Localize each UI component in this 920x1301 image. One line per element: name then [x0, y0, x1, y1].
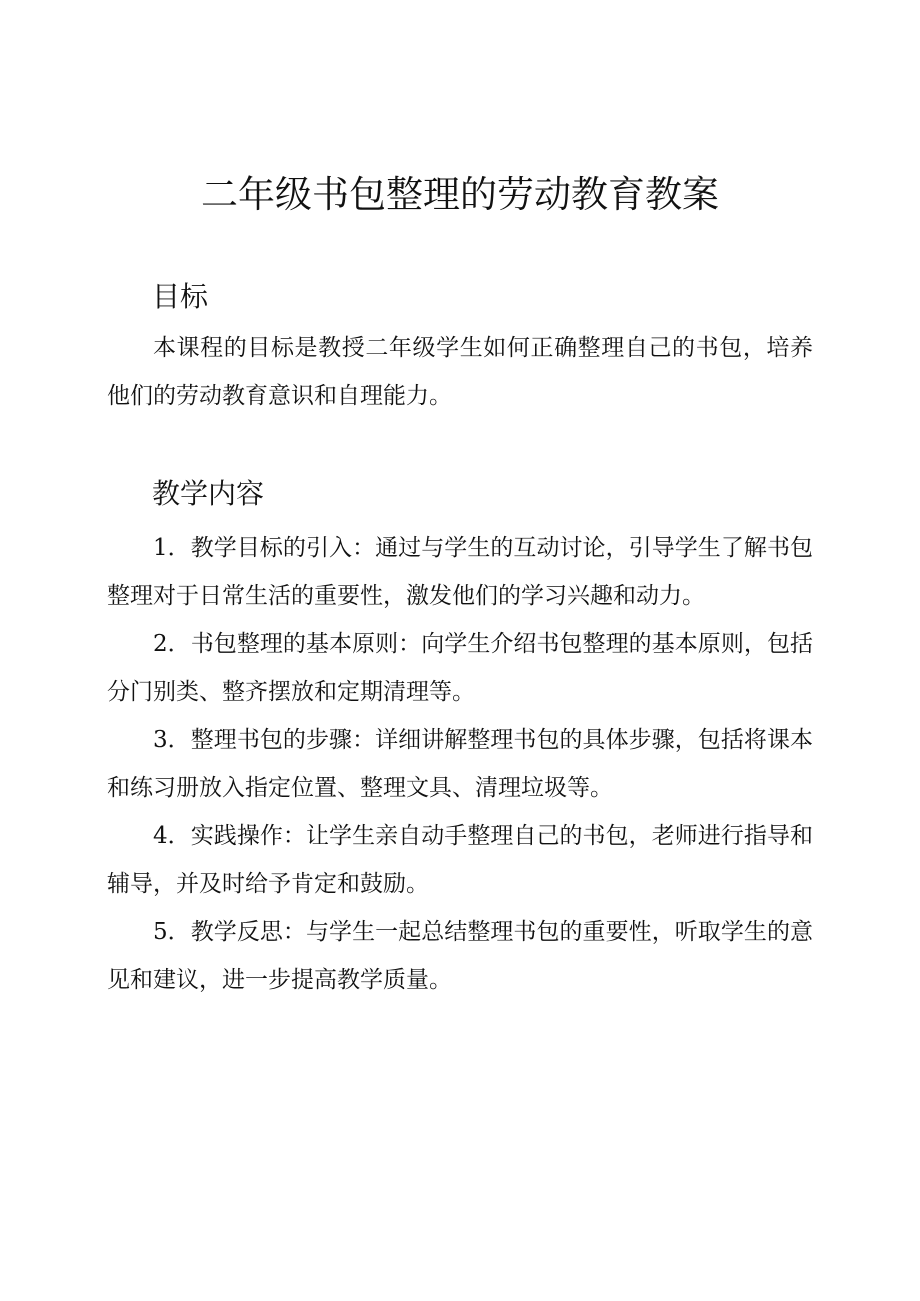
teaching-item: 2．书包整理的基本原则：向学生介绍书包整理的基本原则，包括分门别类、整齐摆放和定期清理等。	[107, 631, 813, 705]
teaching-item: 1．教学目标的引入：通过与学生的互动讨论，引导学生了解书包整理对于日常生活的重要性，激发他们的学习兴趣和动力。	[107, 535, 813, 609]
document-title: 二年级书包整理的劳动教育教案	[201, 173, 719, 216]
section-heading-goal: 目标	[152, 280, 209, 313]
section-heading-teaching-content: 教学内容	[152, 477, 265, 510]
teaching-item: 5．教学反思：与学生一起总结整理书包的重要性，听取学生的意见和建议，进一步提高教学质量。	[107, 919, 813, 993]
goal-paragraph: 本课程的目标是教授二年级学生如何正确整理自己的书包，培养他们的劳动教育意识和自理能力。	[107, 335, 813, 409]
teaching-item: 4．实践操作：让学生亲自动手整理自己的书包，老师进行指导和辅导，并及时给予肯定和鼓励。	[107, 823, 813, 897]
teaching-item: 3．整理书包的步骤：详细讲解整理书包的具体步骤，包括将课本和练习册放入指定位置、整理文具、清理垃圾等。	[107, 727, 813, 801]
